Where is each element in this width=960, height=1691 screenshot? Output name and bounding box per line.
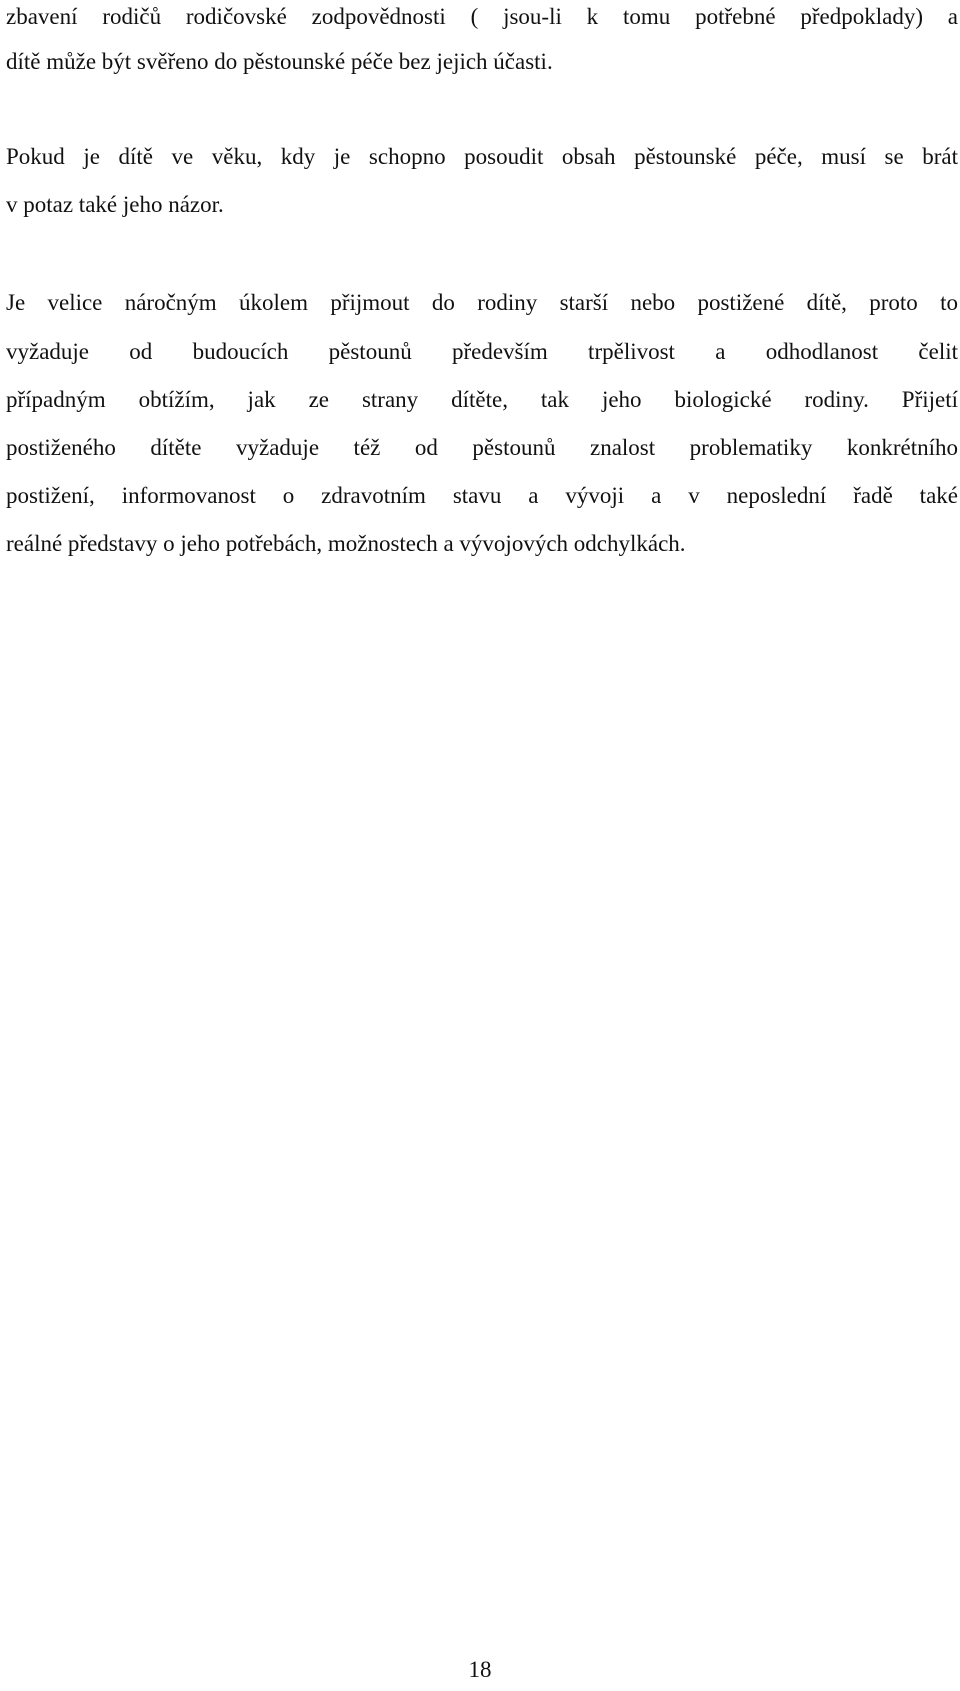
paragraph-line: postižení, informovanost o zdravotním stavu a vývoji a v neposlední řadě také: [6, 483, 958, 508]
paragraph-line: reálné představy o jeho potřebách, možnostech a vývojových odchylkách.: [6, 531, 686, 556]
paragraph-line: zbavení rodičů rodičovské zodpovědnosti ( jsou-li k tomu potřebné předpoklady) a: [6, 4, 958, 29]
paragraph-line: vyžaduje od budoucích pěstounů především trpělivost a odhodlanost čelit: [6, 339, 958, 364]
paragraph-line: v potaz také jeho názor.: [6, 192, 224, 217]
paragraph-line: postiženého dítěte vyžaduje též od pěstounů znalost problematiky konkrétního: [6, 435, 958, 460]
paragraph-line: dítě může být svěřeno do pěstounské péče bez jejich účasti.: [6, 49, 553, 74]
paragraph-line: Je velice náročným úkolem přijmout do rodiny starší nebo postižené dítě, proto to: [6, 290, 958, 315]
paragraph-line: Pokud je dítě ve věku, kdy je schopno posoudit obsah pěstounské péče, musí se brát: [6, 144, 958, 169]
paragraph-line: případným obtížím, jak ze strany dítěte, tak jeho biologické rodiny. Přijetí: [6, 387, 958, 412]
page-number: 18: [468, 1657, 492, 1682]
